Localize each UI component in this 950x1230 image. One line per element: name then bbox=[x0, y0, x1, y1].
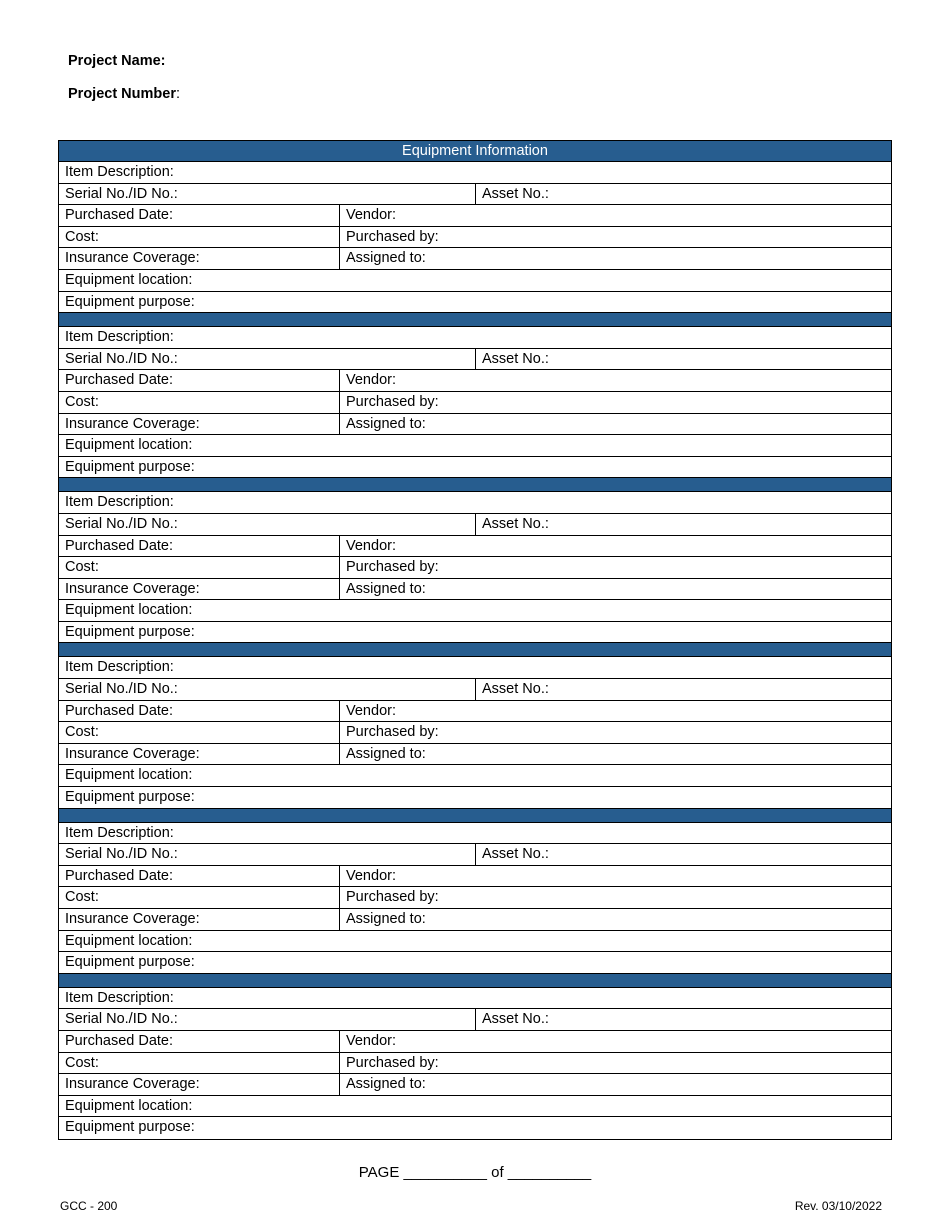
assigned-to-field[interactable]: Assigned to: bbox=[339, 909, 891, 930]
vendor-field[interactable]: Vendor: bbox=[339, 205, 891, 226]
table-row bbox=[59, 765, 891, 787]
table-row bbox=[59, 414, 891, 436]
block-separator bbox=[59, 643, 891, 657]
item-description-field[interactable]: Item Description: bbox=[65, 494, 174, 511]
item-description-field[interactable]: Item Description: bbox=[65, 329, 174, 346]
table-row bbox=[59, 988, 891, 1010]
block-separator bbox=[59, 478, 891, 492]
table-row bbox=[59, 1009, 891, 1031]
item-description-field[interactable]: Item Description: bbox=[65, 824, 174, 841]
table-row bbox=[59, 270, 891, 292]
equipment-purpose-field[interactable]: Equipment purpose: bbox=[65, 1119, 195, 1136]
table-row bbox=[59, 866, 891, 888]
table-row bbox=[59, 435, 891, 457]
table-row bbox=[59, 184, 891, 206]
equipment-purpose-field[interactable]: Equipment purpose: bbox=[65, 789, 195, 806]
table-row bbox=[59, 622, 891, 644]
table-row bbox=[59, 349, 891, 371]
vendor-field[interactable]: Vendor: bbox=[339, 370, 891, 391]
table-row bbox=[59, 701, 891, 723]
table-row bbox=[59, 1053, 891, 1075]
equipment-blocks bbox=[59, 162, 891, 1139]
equipment-location-field[interactable]: Equipment location: bbox=[65, 271, 193, 288]
assigned-to-field[interactable]: Assigned to: bbox=[339, 248, 891, 269]
equipment-location-field[interactable]: Equipment location: bbox=[65, 602, 193, 619]
equipment-purpose-field[interactable]: Equipment purpose: bbox=[65, 954, 195, 971]
project-number-colon: : bbox=[175, 86, 181, 102]
project-name-label-text: Project Name: bbox=[68, 53, 166, 69]
table-row bbox=[59, 205, 891, 227]
assigned-to-field[interactable]: Assigned to: bbox=[339, 414, 891, 435]
item-description-field[interactable]: Item Description: bbox=[65, 659, 174, 676]
table-row bbox=[59, 579, 891, 601]
equipment-block bbox=[59, 492, 891, 643]
equipment-block bbox=[59, 823, 891, 974]
cost-field[interactable]: Cost: bbox=[65, 889, 99, 906]
table-row bbox=[59, 1117, 891, 1139]
cost-field[interactable]: Cost: bbox=[65, 228, 99, 245]
table-row bbox=[59, 744, 891, 766]
insurance-coverage-field[interactable]: Insurance Coverage: bbox=[65, 415, 200, 432]
serial-no-field[interactable]: Serial No./ID No.: bbox=[65, 515, 178, 532]
insurance-coverage-field[interactable]: Insurance Coverage: bbox=[65, 1076, 200, 1093]
purchased-date-field[interactable]: Purchased Date: bbox=[65, 537, 174, 554]
table-row bbox=[59, 536, 891, 558]
vendor-field[interactable]: Vendor: bbox=[339, 536, 891, 557]
equipment-location-field[interactable]: Equipment location: bbox=[65, 1097, 193, 1114]
insurance-coverage-field[interactable]: Insurance Coverage: bbox=[65, 911, 200, 927]
assigned-to-field[interactable]: Assigned to: bbox=[339, 1074, 891, 1095]
serial-no-field[interactable]: Serial No./ID No.: bbox=[65, 350, 178, 367]
equipment-block bbox=[59, 162, 891, 313]
purchased-date-field[interactable]: Purchased Date: bbox=[65, 1032, 174, 1049]
equipment-block bbox=[59, 327, 891, 478]
vendor-field[interactable]: Vendor: bbox=[339, 1031, 891, 1052]
table-row bbox=[59, 492, 891, 514]
cost-field[interactable]: Cost: bbox=[65, 724, 99, 741]
asset-no-field[interactable]: Asset No.: bbox=[475, 679, 891, 700]
table-row bbox=[59, 514, 891, 536]
table-row bbox=[59, 1096, 891, 1118]
table-row bbox=[59, 1031, 891, 1053]
serial-no-field[interactable]: Serial No./ID No.: bbox=[65, 1011, 178, 1028]
asset-no-field[interactable]: Asset No.: bbox=[475, 514, 891, 535]
purchased-date-field[interactable]: Purchased Date: bbox=[65, 702, 174, 719]
purchased-by-field[interactable]: Purchased by: bbox=[339, 887, 891, 908]
table-row bbox=[59, 952, 891, 974]
purchased-by-field[interactable]: Purchased by: bbox=[339, 227, 891, 248]
table-row bbox=[59, 931, 891, 953]
project-number-label bbox=[68, 86, 180, 102]
block-separator bbox=[59, 809, 891, 823]
serial-no-field[interactable]: Serial No./ID No.: bbox=[65, 846, 178, 863]
purchased-by-field[interactable]: Purchased by: bbox=[339, 1053, 891, 1074]
equipment-purpose-field[interactable]: Equipment purpose: bbox=[65, 623, 195, 640]
table-row bbox=[59, 787, 891, 809]
serial-no-field[interactable]: Serial No./ID No.: bbox=[65, 185, 178, 202]
insurance-coverage-field[interactable]: Insurance Coverage: bbox=[65, 250, 200, 267]
revision-date: Rev. 03/10/2022 bbox=[794, 1199, 882, 1213]
table-row bbox=[59, 162, 891, 184]
insurance-coverage-field[interactable]: Insurance Coverage: bbox=[65, 745, 200, 762]
vendor-field[interactable]: Vendor: bbox=[339, 701, 891, 722]
table-row bbox=[59, 457, 891, 479]
table-row bbox=[59, 292, 891, 314]
purchased-date-field[interactable]: Purchased Date: bbox=[65, 867, 174, 884]
equipment-purpose-field[interactable]: Equipment purpose: bbox=[65, 458, 195, 475]
purchased-date-field[interactable]: Purchased Date: bbox=[65, 372, 174, 389]
equipment-location-field[interactable]: Equipment location: bbox=[65, 932, 193, 949]
project-name-label bbox=[68, 53, 166, 69]
table-row bbox=[59, 248, 891, 270]
purchased-by-field[interactable]: Purchased by: bbox=[339, 392, 891, 413]
equipment-location-field[interactable]: Equipment location: bbox=[65, 767, 193, 784]
equipment-information-table bbox=[58, 140, 892, 1140]
purchased-by-field[interactable]: Purchased by: bbox=[339, 557, 891, 578]
table-row bbox=[59, 557, 891, 579]
asset-no-field[interactable]: Asset No.: bbox=[475, 349, 891, 370]
equipment-block bbox=[59, 988, 891, 1139]
equipment-location-field[interactable]: Equipment location: bbox=[65, 437, 193, 454]
asset-no-field[interactable]: Asset No.: bbox=[475, 184, 891, 205]
table-row bbox=[59, 392, 891, 414]
vendor-field[interactable]: Vendor: bbox=[339, 866, 891, 887]
asset-no-field[interactable]: Asset No.: bbox=[475, 1009, 891, 1030]
table-title: Equipment Information bbox=[59, 141, 891, 162]
table-row bbox=[59, 844, 891, 866]
page-number-line: PAGE __________ of __________ bbox=[358, 1164, 592, 1181]
block-separator bbox=[59, 974, 891, 988]
table-row bbox=[59, 909, 891, 931]
equipment-purpose-field[interactable]: Equipment purpose: bbox=[65, 293, 195, 310]
table-row bbox=[59, 887, 891, 909]
table-row bbox=[59, 327, 891, 349]
table-row bbox=[59, 722, 891, 744]
table-row bbox=[59, 679, 891, 701]
equipment-block bbox=[59, 657, 891, 808]
table-row bbox=[59, 823, 891, 845]
cost-field[interactable]: Cost: bbox=[65, 1054, 99, 1071]
cost-field[interactable]: Cost: bbox=[65, 393, 99, 410]
form-code: GCC - 200 bbox=[60, 1199, 118, 1213]
table-row bbox=[59, 370, 891, 392]
table-row bbox=[59, 600, 891, 622]
insurance-coverage-field[interactable]: Insurance Coverage: bbox=[65, 580, 200, 597]
project-number-label-text: Project Number bbox=[68, 86, 176, 102]
item-description-field[interactable]: Item Description: bbox=[65, 989, 174, 1006]
asset-no-field[interactable]: Asset No.: bbox=[475, 844, 891, 865]
table-row bbox=[59, 1074, 891, 1096]
purchased-by-field[interactable]: Purchased by: bbox=[339, 722, 891, 743]
assigned-to-field[interactable]: Assigned to: bbox=[339, 579, 891, 600]
table-row bbox=[59, 227, 891, 249]
block-separator bbox=[59, 313, 891, 327]
table-row bbox=[59, 657, 891, 679]
cost-field[interactable]: Cost: bbox=[65, 559, 99, 576]
item-description-field[interactable]: Item Description: bbox=[65, 164, 174, 180]
purchased-date-field[interactable]: Purchased Date: bbox=[65, 207, 174, 224]
assigned-to-field[interactable]: Assigned to: bbox=[339, 744, 891, 765]
serial-no-field[interactable]: Serial No./ID No.: bbox=[65, 681, 178, 698]
